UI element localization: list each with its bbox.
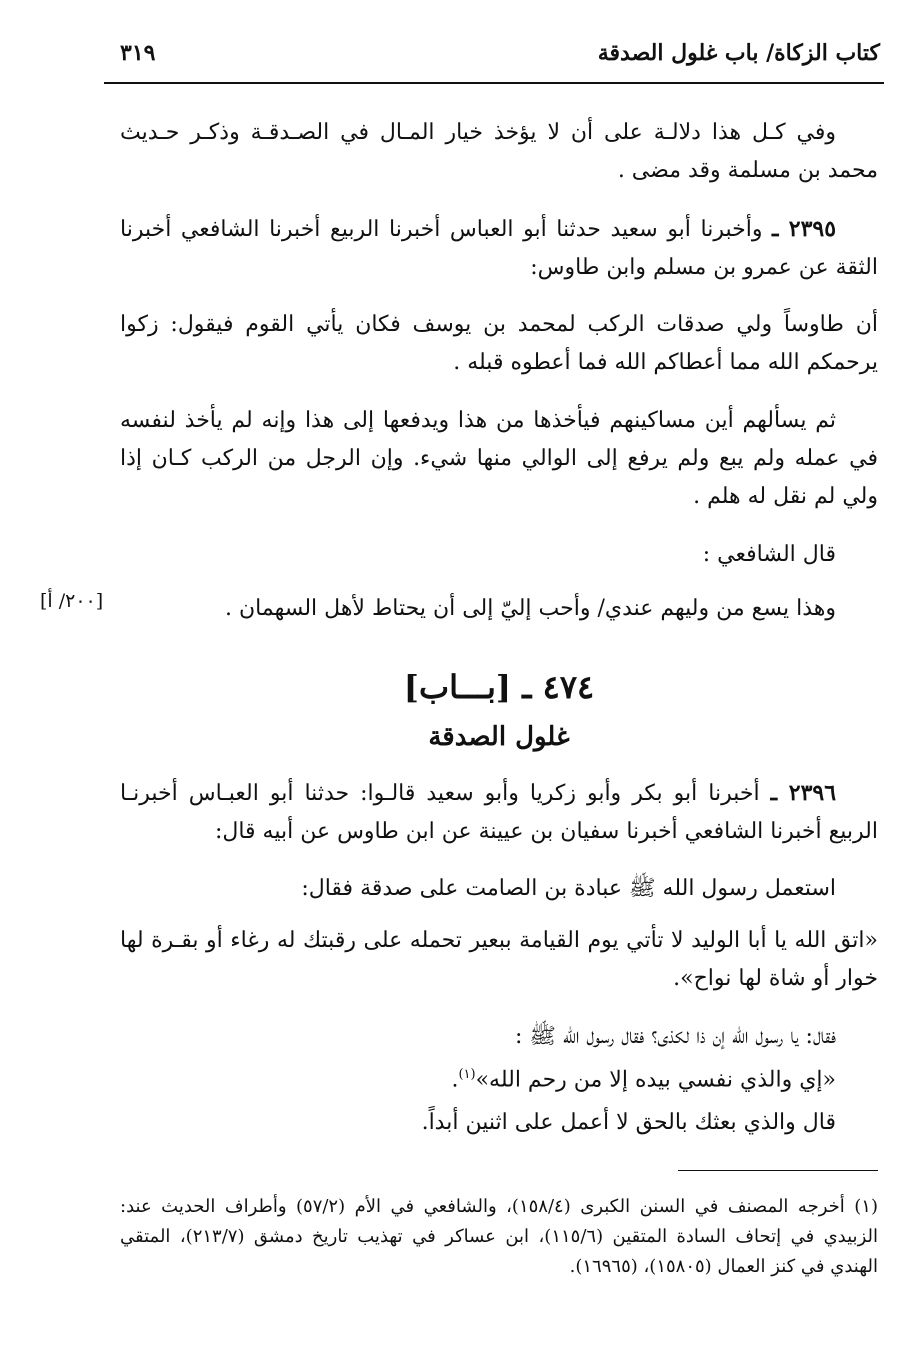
hadith-2395 (120, 210, 878, 287)
paragraph-12: قال والذي بعثك بالحق لا أعمل على اثنين أبداً. (421, 1110, 836, 1135)
paragraph-9: «اتق الله يا أبا الوليد لا تأتي يوم القيامة ببعير تحمله على رقبتك له رغاء أو بقـرة لها خوار أو شاة لها نواح». (120, 928, 878, 991)
page-number: ٣١٩ (120, 40, 156, 66)
paragraph-5: قال الشافعي : (702, 542, 836, 567)
footnote: (١) أخرجه المصنف في السنن الكبرى (١٥٨/٤)، والشافعي في الأم (٥٧/٢) وأطراف الحديث عند: الزبيدي في إتحاف السادة المتقين (١١٥/٦)، ابن عساكر في تهذيب تاريخ دمشق (٢١٣/٧)، المتقي الهندي في كنز العمال (١٥٨٠٥)، (١٦٩٦٥). (120, 1196, 878, 1277)
paragraph-4: ثم يسألهم أين مساكينهم فيأخذها من هذا ويدفعها إلى هذا وإنه لم يأخذ لنفسه في عمله ولم يبع ولم يرفع إلى الوالي منها شيء. وإن الرجل من الركب كـان إذا ولي لم نقل له هلم . (120, 408, 878, 509)
running-title: كتاب الزكاة/ باب غلول الصدقة (597, 40, 880, 66)
footnote-ref[interactable]: (١) (458, 1067, 476, 1082)
hadith-number: ٢٣٩٥ ـ (772, 216, 837, 242)
hadith-number: ٢٣٩٦ ـ (770, 780, 837, 806)
paragraph-3: أن طاوساً ولي صدقات الركب لمحمد بن يوسف فكان يأتي القوم فيقول: زكوا يرحمكم الله مما أعطاكم الله فما أعطوه قبله . (120, 312, 878, 375)
quote-text: «إي والذي نفسي بيده إلا من رحم الله» (475, 1067, 836, 1093)
hadith-2396 (120, 774, 878, 851)
paragraph-11 (120, 1056, 878, 1099)
margin-folio-note: [٢٠٠/ أ] (40, 590, 104, 612)
chapter-number: ٤٧٤ ـ [بـــاب] (403, 668, 595, 706)
hadith-text: أخبرنا أبو بكر وأبو زكريا وأبو سعيد قالـوا: حدثنا أبو العبـاس أخبرنـا الربيع أخبرنا الشافعي أخبرنا سفيان بن عيينة عن ابن طاوس عن أبيه قال: (120, 781, 878, 844)
paragraph-10: فقال: يا رسول الله إن ذا لكذى؟ فقال رسول الله ﷺ : (515, 1024, 836, 1049)
hadith-text: وأخبرنا أبو سعيد حدثنا أبو العباس أخبرنا الربيع أخبرنا الشافعي أخبرنا الثقة عن عمرو بن مسلم وابن طاوس: (120, 217, 878, 280)
footnote-rule (678, 1170, 878, 1171)
chapter-title: غلول الصدقة (428, 722, 570, 752)
quote-end: . (451, 1067, 459, 1093)
paragraph-6: وهذا يسع من وليهم عندي/ وأحب إليّ إلى أن يحتاط لأهل السهمان . (225, 596, 836, 621)
paragraph-8: استعمل رسول الله ﷺ عبادة بن الصامت على صدقة فقال: (301, 876, 836, 901)
paragraph-1: وفي كـل هذا دلالـة على أن لا يؤخذ خيار المـال في الصـدقـة وذكـر حـديث محمد بن مسلمة وقد مضى . (120, 120, 878, 183)
header-rule (104, 82, 884, 84)
